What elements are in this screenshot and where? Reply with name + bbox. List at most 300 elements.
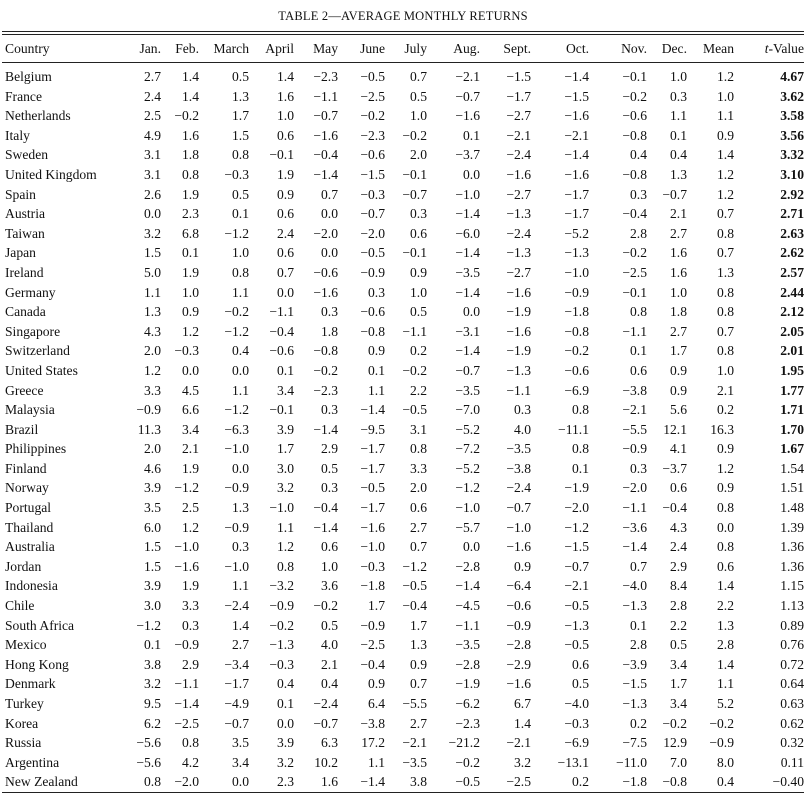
value-cell: 3.8 — [144, 656, 161, 672]
value-cell: −0.9 — [564, 284, 589, 300]
value-cell: 0.8 — [717, 304, 734, 320]
value-cell: 3.9 — [277, 735, 294, 751]
value-cell: 0.5 — [410, 88, 427, 104]
value-cell: 1.1 — [232, 578, 249, 594]
value-cell: 0.1 — [144, 637, 161, 653]
value-cell: 0.9 — [368, 676, 385, 692]
value-cell: 1.0 — [321, 558, 338, 574]
value-cell: −3.5 — [506, 441, 531, 457]
value-cell: −0.8 — [313, 343, 338, 359]
value-cell: −1.3 — [564, 245, 589, 261]
t-value-cell: 1.39 — [780, 519, 804, 535]
country-cell: Japan — [5, 245, 36, 261]
column-header: Dec. — [647, 35, 687, 63]
value-cell: 0.6 — [410, 225, 427, 241]
value-cell: 3.8 — [385, 772, 427, 792]
value-cell: −6.2 — [455, 696, 480, 711]
value-cell: −2.5 — [360, 88, 385, 104]
value-cell: −1.4 — [313, 519, 338, 535]
value-cell: 0.9 — [182, 304, 199, 320]
value-cell: 0.9 — [670, 382, 687, 398]
value-cell: 1.1 — [717, 108, 734, 124]
country-cell: Malaysia — [5, 402, 55, 418]
value-cell: 1.5 — [232, 127, 249, 143]
value-cell: −5.2 — [455, 421, 480, 437]
value-cell: 1.0 — [670, 284, 687, 300]
country-cell: Brazil — [5, 421, 39, 437]
table-row — [2, 165, 804, 185]
t-value-cell: 1.36 — [780, 558, 804, 574]
value-cell: 1.1 — [368, 754, 385, 770]
value-cell: −1.6 — [564, 108, 589, 124]
table-row — [2, 361, 804, 381]
value-cell: −0.7 — [455, 88, 480, 104]
value-cell: −2.5 — [480, 772, 531, 792]
value-cell: 1.5 — [144, 558, 161, 574]
table-row — [2, 224, 804, 244]
value-cell: 1.3 — [717, 264, 734, 280]
t-value-cell: 1.48 — [780, 500, 804, 516]
value-cell: 0.7 — [321, 186, 338, 202]
value-cell: 10.2 — [314, 754, 338, 770]
country-cell: Singapore — [5, 323, 61, 339]
country-cell: Greece — [5, 382, 44, 398]
value-cell: −1.2 — [564, 519, 589, 535]
country-cell: Chile — [5, 598, 35, 614]
value-cell: 0.9 — [717, 441, 734, 457]
value-cell: −3.1 — [455, 323, 480, 339]
value-cell: −0.6 — [622, 108, 647, 124]
value-cell: 0.8 — [120, 772, 161, 792]
value-cell: −1.5 — [506, 69, 531, 84]
value-cell: 2.8 — [670, 598, 687, 614]
value-cell: 0.9 — [717, 480, 734, 496]
value-cell: 1.9 — [182, 578, 199, 594]
value-cell: 0.1 — [670, 127, 687, 143]
value-cell: 1.7 — [368, 598, 385, 614]
value-cell: 7.0 — [670, 754, 687, 770]
value-cell: 2.7 — [670, 323, 687, 339]
value-cell: −2.7 — [506, 264, 531, 280]
table-row — [2, 283, 804, 303]
value-cell: 1.3 — [717, 617, 734, 633]
value-cell: 2.8 — [630, 637, 647, 653]
value-cell: 0.5 — [232, 186, 249, 202]
value-cell: −0.8 — [622, 166, 647, 182]
value-cell: 3.9 — [277, 421, 294, 437]
value-cell: 4.2 — [182, 754, 199, 770]
value-cell: −1.1 — [313, 88, 338, 104]
value-cell: 0.8 — [277, 558, 294, 574]
value-cell: −1.3 — [269, 637, 294, 653]
value-cell: −1.0 — [224, 558, 249, 574]
value-cell: −2.4 — [313, 696, 338, 711]
value-cell: 3.2 — [144, 676, 161, 692]
table-row — [2, 263, 804, 283]
value-cell: 0.9 — [368, 343, 385, 359]
value-cell: 0.1 — [232, 206, 249, 222]
value-cell: −1.5 — [622, 676, 647, 692]
value-cell: 0.0 — [321, 206, 338, 222]
value-cell: −0.2 — [564, 343, 589, 359]
value-cell: −1.4 — [455, 343, 480, 359]
value-cell: 0.3 — [321, 480, 338, 496]
value-cell: 5.0 — [144, 264, 161, 280]
value-cell: −1.4 — [338, 772, 385, 792]
value-cell: 6.6 — [182, 402, 199, 418]
value-cell: 1.4 — [182, 88, 199, 104]
value-cell: −0.7 — [224, 715, 249, 731]
column-header: t-Value — [734, 35, 804, 63]
value-cell: 3.2 — [514, 754, 531, 770]
value-cell: −9.5 — [360, 421, 385, 437]
value-cell: 2.6 — [144, 186, 161, 202]
column-header: Feb. — [161, 35, 199, 63]
value-cell: −1.0 — [269, 500, 294, 516]
country-cell: Ireland — [5, 264, 44, 280]
table-row — [2, 145, 804, 165]
table-row — [2, 518, 804, 538]
value-cell: 1.5 — [144, 245, 161, 261]
value-cell: 0.0 — [277, 284, 294, 300]
country-cell: New Zealand — [2, 772, 120, 792]
value-cell: 0.1 — [630, 617, 647, 633]
value-cell: −4.0 — [564, 696, 589, 711]
country-cell: Finland — [5, 460, 47, 476]
value-cell: −1.6 — [313, 127, 338, 143]
value-cell: 1.2 — [182, 323, 199, 339]
value-cell: 2.5 — [182, 500, 199, 516]
value-cell: −2.8 — [455, 656, 480, 672]
table-row — [2, 204, 804, 224]
value-cell: 0.0 — [463, 166, 480, 182]
value-cell: 2.2 — [717, 598, 734, 614]
value-cell: −0.8 — [360, 323, 385, 339]
value-cell: 6.4 — [368, 696, 385, 711]
value-cell: −1.4 — [455, 245, 480, 261]
value-cell: −2.7 — [506, 186, 531, 202]
value-cell: −1.0 — [174, 539, 199, 555]
table-row — [2, 459, 804, 479]
t-value-cell: 3.32 — [780, 147, 804, 163]
value-cell: 0.5 — [572, 676, 589, 692]
country-cell: United Kingdom — [5, 166, 97, 182]
table-row — [2, 576, 804, 596]
t-value-cell: 0.11 — [780, 754, 804, 770]
value-cell: 1.6 — [277, 88, 294, 104]
value-cell: 0.0 — [144, 206, 161, 222]
value-cell: −5.6 — [136, 735, 161, 751]
value-cell: 1.2 — [717, 460, 734, 476]
value-cell: 8.4 — [670, 578, 687, 594]
value-cell: −0.9 — [709, 735, 734, 751]
value-cell: 0.8 — [630, 304, 647, 320]
value-cell: 0.0 — [321, 245, 338, 261]
value-cell: −0.8 — [647, 772, 687, 792]
value-cell: 1.9 — [277, 166, 294, 182]
value-cell: 0.8 — [232, 264, 249, 280]
t-value-cell: 0.64 — [780, 676, 804, 692]
value-cell: 4.1 — [670, 441, 687, 457]
value-cell: 0.0 — [463, 304, 480, 320]
value-cell: −2.5 — [174, 715, 199, 731]
value-cell: 11.3 — [137, 421, 161, 437]
value-cell: 0.7 — [717, 206, 734, 222]
country-cell: Sweden — [5, 147, 49, 163]
value-cell: 0.5 — [321, 617, 338, 633]
value-cell: 0.5 — [232, 69, 249, 84]
t-value-cell: 3.58 — [780, 108, 804, 124]
value-cell: −0.9 — [136, 402, 161, 418]
t-value-cell: 1.70 — [780, 421, 804, 437]
country-cell: Norway — [5, 480, 49, 496]
value-cell: 3.3 — [410, 460, 427, 476]
value-cell: −1.8 — [589, 772, 647, 792]
value-cell: −21.2 — [448, 735, 480, 751]
value-cell: 1.3 — [232, 500, 249, 516]
value-cell: 3.1 — [410, 421, 427, 437]
value-cell: 0.6 — [572, 656, 589, 672]
value-cell: −0.5 — [402, 578, 427, 594]
value-cell: −0.2 — [402, 127, 427, 143]
t-value-cell: 0.89 — [780, 617, 804, 633]
value-cell: −0.5 — [427, 772, 480, 792]
country-cell: South Africa — [5, 617, 75, 633]
value-cell: 0.2 — [410, 343, 427, 359]
value-cell: 6.7 — [514, 696, 531, 711]
value-cell: −2.1 — [506, 127, 531, 143]
country-cell: Jordan — [5, 558, 42, 574]
value-cell: 1.0 — [232, 245, 249, 261]
value-cell: −2.0 — [360, 225, 385, 241]
value-cell: −0.2 — [313, 598, 338, 614]
value-cell: −1.8 — [360, 578, 385, 594]
value-cell: 4.3 — [144, 323, 161, 339]
table-row — [2, 714, 804, 734]
value-cell: −0.7 — [313, 108, 338, 124]
value-cell: −2.1 — [506, 735, 531, 751]
value-cell: −1.6 — [506, 166, 531, 182]
value-cell: −0.1 — [269, 147, 294, 163]
country-cell: Russia — [5, 735, 42, 751]
value-cell: −1.2 — [455, 480, 480, 496]
country-cell: Indonesia — [5, 578, 58, 594]
value-cell: −1.1 — [402, 323, 427, 339]
value-cell: −1.1 — [174, 676, 199, 692]
value-cell: 2.0 — [144, 343, 161, 359]
table-row — [2, 400, 804, 420]
value-cell: −7.2 — [455, 441, 480, 457]
value-cell: −1.2 — [224, 402, 249, 418]
value-cell: −1.6 — [506, 539, 531, 555]
value-cell: −0.7 — [313, 715, 338, 731]
t-value-cell: 2.44 — [780, 284, 804, 300]
value-cell: −2.3 — [360, 127, 385, 143]
value-cell: −1.5 — [564, 539, 589, 555]
value-cell: 4.3 — [670, 519, 687, 535]
value-cell: 0.8 — [572, 402, 589, 418]
value-cell: 2.3 — [249, 772, 294, 792]
value-cell: −6.4 — [506, 578, 531, 594]
value-cell: −1.4 — [622, 539, 647, 555]
value-cell: −0.9 — [622, 441, 647, 457]
country-cell: Argentina — [5, 754, 60, 770]
value-cell: 2.1 — [182, 441, 199, 457]
country-cell: France — [5, 88, 42, 104]
value-cell: 6.3 — [321, 735, 338, 751]
t-value-cell: 1.51 — [780, 480, 804, 496]
value-cell: −1.9 — [455, 676, 480, 692]
value-cell: −1.9 — [564, 480, 589, 496]
country-cell: Italy — [5, 127, 30, 143]
table-label: TABLE 2 — [278, 9, 329, 23]
value-cell: 0.0 — [199, 772, 249, 792]
value-cell: 1.4 — [717, 656, 734, 672]
value-cell: 0.8 — [182, 166, 199, 182]
value-cell: 1.2 — [717, 166, 734, 182]
value-cell: −0.2 — [269, 617, 294, 633]
value-cell: −0.4 — [313, 147, 338, 163]
value-cell: −0.2 — [224, 304, 249, 320]
country-cell: Hong Kong — [5, 656, 69, 672]
value-cell: −1.3 — [506, 362, 531, 378]
value-cell: 0.8 — [717, 343, 734, 359]
value-cell: −2.4 — [506, 147, 531, 163]
value-cell: −1.6 — [564, 166, 589, 182]
value-cell: −3.7 — [455, 147, 480, 163]
value-cell: −2.9 — [506, 656, 531, 672]
value-cell: 4.6 — [144, 460, 161, 476]
table-row — [2, 537, 804, 557]
value-cell: 0.9 — [670, 362, 687, 378]
value-cell: −0.4 — [402, 598, 427, 614]
value-cell: −3.5 — [455, 264, 480, 280]
value-cell: −1.0 — [360, 539, 385, 555]
value-cell: −0.7 — [506, 500, 531, 516]
value-cell: −0.5 — [564, 637, 589, 653]
value-cell: 4.0 — [321, 637, 338, 653]
value-cell: 2.4 — [670, 539, 687, 555]
value-cell: 0.1 — [277, 696, 294, 711]
value-cell: −1.3 — [564, 617, 589, 633]
value-cell: −2.3 — [313, 382, 338, 398]
t-value-cell: 0.72 — [780, 656, 804, 672]
value-cell: −1.6 — [455, 108, 480, 124]
value-cell: −3.5 — [455, 382, 480, 398]
value-cell: −0.9 — [269, 598, 294, 614]
value-cell: 3.3 — [182, 598, 199, 614]
value-cell: −5.2 — [455, 460, 480, 476]
value-cell: −1.4 — [313, 166, 338, 182]
t-value-cell: 0.76 — [780, 637, 804, 653]
value-cell: 1.7 — [670, 676, 687, 692]
value-cell: −1.2 — [224, 225, 249, 241]
value-cell: 3.4 — [182, 421, 199, 437]
value-cell: 1.1 — [232, 382, 249, 398]
value-cell: −3.7 — [662, 460, 687, 476]
value-cell: 3.1 — [144, 147, 161, 163]
value-cell: 0.3 — [410, 206, 427, 222]
value-cell: 2.0 — [410, 480, 427, 496]
value-cell: −5.5 — [622, 421, 647, 437]
value-cell: 0.7 — [410, 676, 427, 692]
value-cell: −11.0 — [616, 754, 647, 770]
value-cell: 0.0 — [232, 460, 249, 476]
value-cell: 3.9 — [144, 578, 161, 594]
value-cell: 0.6 — [630, 362, 647, 378]
value-cell: 0.8 — [717, 225, 734, 241]
t-value-cell: 0.32 — [780, 735, 804, 751]
value-cell: −1.6 — [313, 284, 338, 300]
value-cell: −0.1 — [402, 166, 427, 182]
value-cell: −0.5 — [360, 480, 385, 496]
value-cell: 1.3 — [144, 304, 161, 320]
value-cell: −0.4 — [622, 206, 647, 222]
value-cell: 0.9 — [717, 127, 734, 143]
country-cell: Philippines — [5, 441, 67, 457]
t-value-cell: 1.95 — [780, 362, 804, 378]
value-cell: 0.6 — [277, 245, 294, 261]
value-cell: −1.7 — [224, 676, 249, 692]
value-cell: −0.7 — [402, 186, 427, 202]
value-cell: 1.9 — [182, 460, 199, 476]
value-cell: −1.4 — [564, 147, 589, 163]
value-cell: 1.4 — [277, 69, 294, 84]
value-cell: 17.2 — [361, 735, 385, 751]
value-cell: −1.3 — [506, 245, 531, 261]
value-cell: −0.2 — [662, 715, 687, 731]
value-cell: 0.8 — [410, 441, 427, 457]
table-row — [2, 557, 804, 577]
value-cell: 0.6 — [410, 500, 427, 516]
country-cell: Portugal — [5, 500, 52, 516]
value-cell: 1.8 — [182, 147, 199, 163]
value-cell: 1.9 — [182, 264, 199, 280]
value-cell: −1.1 — [622, 500, 647, 516]
value-cell: −1.7 — [360, 460, 385, 476]
value-cell: −0.8 — [622, 127, 647, 143]
caption-dash: — — [328, 9, 342, 23]
column-header: Country — [2, 35, 120, 63]
value-cell: 2.9 — [321, 441, 338, 457]
value-cell: −1.0 — [564, 264, 589, 280]
value-cell: 0.3 — [321, 304, 338, 320]
t-value-cell: 1.15 — [780, 578, 804, 594]
value-cell: −1.4 — [313, 421, 338, 437]
value-cell: −2.3 — [455, 715, 480, 731]
table-title: AVERAGE MONTHLY RETURNS — [341, 9, 528, 23]
value-cell: −0.6 — [269, 343, 294, 359]
value-cell: −0.3 — [360, 186, 385, 202]
value-cell: 0.2 — [630, 715, 647, 731]
value-cell: −4.5 — [455, 598, 480, 614]
value-cell: −0.2 — [174, 108, 199, 124]
value-cell: 1.7 — [232, 108, 249, 124]
value-cell: −1.3 — [622, 598, 647, 614]
value-cell: 0.5 — [321, 460, 338, 476]
column-header: June — [338, 35, 385, 63]
value-cell: 0.7 — [717, 323, 734, 339]
value-cell: −0.2 — [313, 362, 338, 378]
value-cell: −4.0 — [622, 578, 647, 594]
value-cell: 1.3 — [670, 166, 687, 182]
value-cell: 1.0 — [277, 108, 294, 124]
value-cell: 1.2 — [717, 69, 734, 84]
value-cell: 1.9 — [182, 186, 199, 202]
value-cell: 1.1 — [368, 382, 385, 398]
value-cell: −0.9 — [224, 480, 249, 496]
value-cell: −1.7 — [564, 206, 589, 222]
